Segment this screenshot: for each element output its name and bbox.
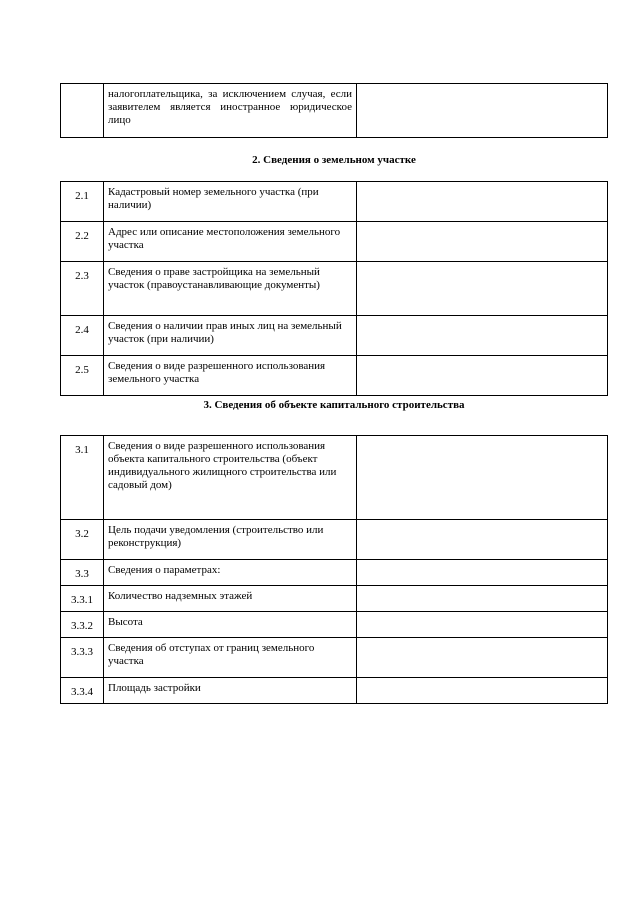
value-cell[interactable] — [357, 612, 608, 638]
row-number: 3.1 — [61, 436, 104, 520]
row-number: 3.3 — [61, 560, 104, 586]
row-number — [61, 84, 104, 138]
row-number: 2.4 — [61, 316, 104, 356]
row-label: Сведения о параметрах: — [104, 560, 357, 586]
table-row — [61, 560, 608, 586]
row-number: 3.3.4 — [61, 678, 104, 704]
row-label: Сведения об отступах от границ земельного участка — [104, 638, 357, 678]
row-number: 2.3 — [61, 262, 104, 316]
row-label: Количество надземных этажей — [104, 586, 357, 612]
section1-table — [60, 83, 608, 138]
section2-heading: 2. Сведения о земельном участке — [252, 154, 416, 166]
table-row — [61, 356, 608, 396]
row-number: 3.3.1 — [61, 586, 104, 612]
row-label: Площадь застройки — [104, 678, 357, 704]
table-row — [61, 182, 608, 222]
row-number: 3.2 — [61, 520, 104, 560]
row-label: Высота — [104, 612, 357, 638]
value-cell[interactable] — [357, 520, 608, 560]
table-row — [61, 638, 608, 678]
row-label: Кадастровый номер земельного участка (при наличии) — [104, 182, 357, 222]
row-number: 2.1 — [61, 182, 104, 222]
value-cell[interactable] — [357, 84, 608, 138]
row-label: налогоплательщика, за исключением случая, если заявителем является иностранное юридическое лицо — [104, 84, 357, 138]
row-number: 2.2 — [61, 222, 104, 262]
section2-table — [60, 181, 608, 396]
value-cell[interactable] — [357, 262, 608, 316]
row-label: Цель подачи уведомления (строительство или реконструкция) — [104, 520, 357, 560]
value-cell[interactable] — [357, 678, 608, 704]
table-row — [61, 316, 608, 356]
section3-heading: 3. Сведения об объекте капитального строительства — [203, 399, 465, 411]
value-cell[interactable] — [357, 316, 608, 356]
table-row — [61, 612, 608, 638]
value-cell[interactable] — [357, 222, 608, 262]
table-row — [61, 262, 608, 316]
row-label: Адрес или описание местоположения земельного участка — [104, 222, 357, 262]
value-cell[interactable] — [357, 356, 608, 396]
section3-table — [60, 435, 608, 704]
table-row — [61, 84, 608, 138]
row-label: Сведения о виде разрешенного использования объекта капитального строительства (объект индивидуального жилищного строительства или садовый дом) — [104, 436, 357, 520]
value-cell[interactable] — [357, 638, 608, 678]
value-cell[interactable] — [357, 182, 608, 222]
row-label: Сведения о виде разрешенного использования земельного участка — [104, 356, 357, 396]
row-number: 3.3.3 — [61, 638, 104, 678]
table-row — [61, 586, 608, 612]
row-label: Сведения о праве застройщика на земельный участок (правоустанавливающие документы) — [104, 262, 357, 316]
value-cell[interactable] — [357, 586, 608, 612]
row-number: 2.5 — [61, 356, 104, 396]
table-row — [61, 520, 608, 560]
value-cell[interactable] — [357, 436, 608, 520]
table-row — [61, 436, 608, 520]
table-row — [61, 222, 608, 262]
table-row — [61, 678, 608, 704]
row-number: 3.3.2 — [61, 612, 104, 638]
row-label: Сведения о наличии прав иных лиц на земельный участок (при наличии) — [104, 316, 357, 356]
value-cell[interactable] — [357, 560, 608, 586]
